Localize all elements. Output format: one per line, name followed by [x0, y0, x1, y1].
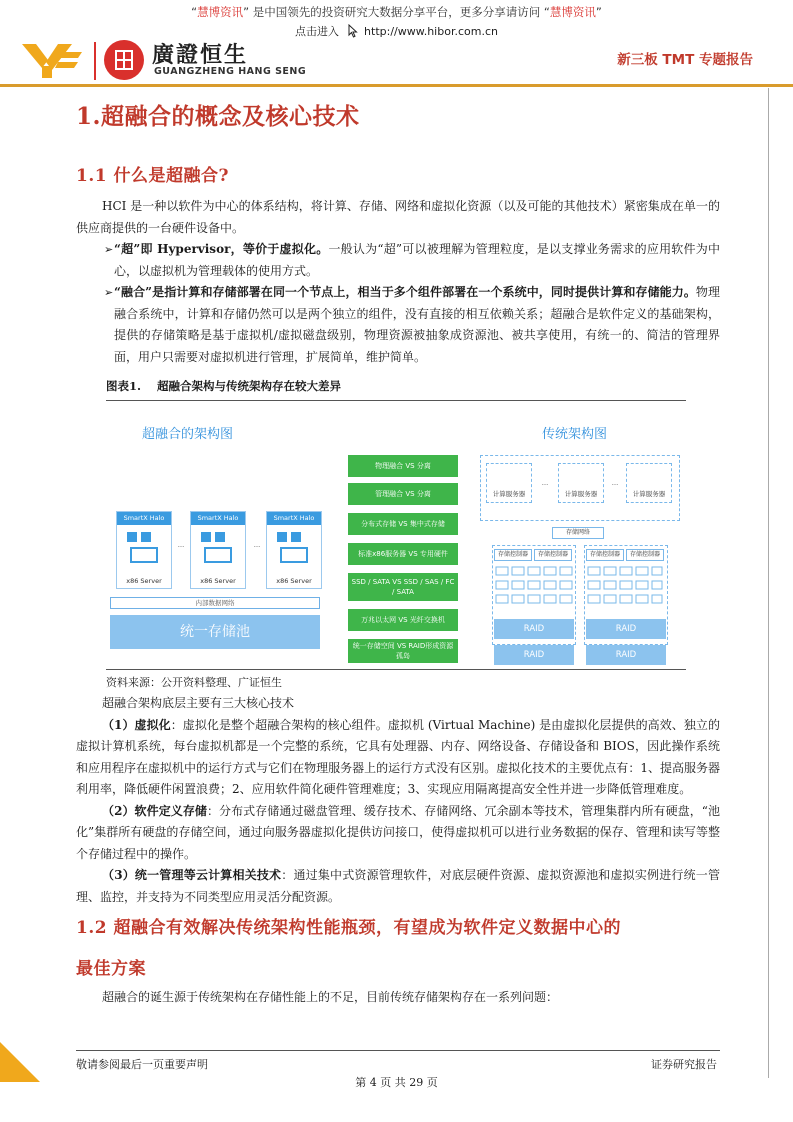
hci-server: SmartX Halo x86 Server — [266, 511, 322, 589]
compare-item: 物理融合 VS 分离 — [348, 455, 458, 477]
hci-diagram-title: 超融合的架构图 — [142, 427, 234, 442]
top-notice: “慧博资讯” 是中国领先的投资研究大数据分享平台，更多分享请访问 “慧博资讯” — [191, 5, 602, 19]
subsection-title-1-1: 1.1 什么是超融合? — [76, 166, 229, 186]
arrow-bullet-icon: ➢ — [104, 243, 114, 256]
raid-block: RAID — [494, 619, 574, 639]
logo-divider — [94, 42, 96, 80]
section-title: 1.超融合的概念及核心技术 — [76, 103, 360, 130]
core-item-management: （3）统一管理等云计算相关技术：通过集中式资源管理软件，对底层硬件资源、虚拟资源池和虚拟实例进行统一管理、监控，并支持为不同类型应用灵活分配资源。 — [76, 868, 720, 904]
compute-server-label: 计算服务器 — [492, 490, 526, 498]
storage-controller: 存储控制器 — [586, 549, 624, 561]
main-content — [76, 96, 720, 1009]
subsection-title-1-2: 1.2 超融合有效解决传统架构性能瓶颈，有望成为软件定义数据中心的 — [76, 918, 621, 938]
core-item-virtualization: （1）虚拟化：虚拟化是整个超融合架构的核心组件。虚拟机 (Virtual Machine) 是由虚拟化层提供的高效、独立的虚拟计算机系统，每台虚拟机都是一个完整的系统，它具有处理器、内存、网络设备、存储设备和 BIOS，因此操作系统和应用程序在虚拟机中的运行方式与它们在物理服务器上的运行方式没有区别。虚拟化技术的主要优点有：1、提高服务器利用率，降低硬件闲置浪费；2、应用软件简化硬件管理难度；3、实现应用隔离提高安全性并进一步降低管理难度。 — [76, 717, 720, 796]
unified-storage-pool: 统一存储池 — [110, 615, 320, 649]
storage-network-label: 存储网络 — [552, 527, 604, 539]
ellipsis: … — [253, 541, 261, 549]
compare-item: 分布式存储 VS 集中式存储 — [348, 513, 458, 535]
section-1-2-paragraph: 超融合的诞生源于传统架构在存储性能上的不足，目前传统存储架构存在一系列问题： — [102, 990, 559, 1004]
storage-controller: 存储控制器 — [534, 549, 572, 561]
pointer-cursor-icon — [346, 24, 358, 38]
compare-item: 万兆以太网 VS 光纤交换机 — [348, 609, 458, 631]
core-tech-intro: 超融合架构底层主要有三大核心技术 — [102, 696, 295, 710]
disclaimer-note: 敬请参阅最后一页重要声明 — [76, 1058, 208, 1071]
hci-server: SmartX Halo x86 Server — [190, 511, 246, 589]
traditional-diagram-title: 传统架构图 — [542, 427, 608, 442]
header-rule — [0, 84, 793, 87]
raid-block: RAID — [586, 645, 666, 665]
site-url[interactable]: http://www.hibor.com.cn — [364, 25, 498, 38]
bullet-convergence: ➢ “融合”是指计算和存储部署在同一个节点上，相当于多个组件部署在一个系统中，同时提供计算和存储能力。物理融合系统中，计算和存储仍然可以是两个独立的组件，没有直接的相互依赖关系；超融合是软件定义的基础架构，提供的存储策略是基于虚拟机/虚拟磁盘级别，物理资源被抽象成资源池、被共享使用，有统一的、简洁的管理界面，用户只需要对虚拟机进行管理，扩展简单，维护简单。 — [76, 282, 720, 368]
storage-controller: 存储控制器 — [494, 549, 532, 561]
compute-server-label: 计算服务器 — [564, 490, 598, 498]
ellipsis: … — [611, 479, 619, 487]
storage-controller: 存储控制器 — [626, 549, 664, 561]
raid-block: RAID — [586, 619, 666, 639]
internal-network-bar: 内部数据网络 — [110, 597, 320, 609]
report-type: 证券研究报告 — [651, 1058, 717, 1071]
ellipsis: … — [177, 541, 185, 549]
bullet-hypervisor: ➢ “超”即 Hypervisor，等价于虚拟化。一般认为“超”可以被理解为管理粒度，是以支撑业务需求的应用软件为中心，以虚拟机为管理载体的使用方式。 — [76, 239, 720, 282]
core-item-sds: （2）软件定义存储：分布式存储通过磁盘管理、缓存技术、存储网络、冗余副本等技术，管理集群内所有硬盘，“池化”集群所有硬盘的存储空间，通过向服务器虚拟化提供访问接口，使得虚拟机可以进行业务数据的保存、管理和读写等整个存储过程中的操作。 — [76, 803, 720, 861]
figure-source: 资料来源：公开资料整理、广证恒生 — [106, 669, 686, 691]
subsection-title-1-2-line2: 最佳方案 — [76, 959, 146, 979]
ellipsis: … — [541, 479, 549, 487]
compare-item: 统一存储空间 VS RAID形成资源孤岛 — [348, 639, 458, 663]
compare-item: 标准x86服务器 VS 专用硬件 — [348, 543, 458, 565]
architecture-diagram — [106, 401, 686, 669]
report-tag: 新三板 TMT 专题报告 — [617, 52, 753, 68]
compute-server-label: 计算服务器 — [632, 490, 666, 498]
brand-link-2[interactable]: 慧博资讯 — [549, 5, 596, 19]
site-link-row[interactable] — [0, 23, 793, 39]
compare-item: 管理融合 VS 分离 — [348, 483, 458, 505]
figure-title: 图表1. 超融合架构与传统架构存在较大差异 — [106, 378, 686, 401]
hci-server: SmartX Halo x86 Server — [116, 511, 172, 589]
link-prefix: 点击进入 — [295, 25, 340, 38]
disk-grid — [494, 565, 664, 615]
ye-logo-icon — [22, 40, 82, 80]
guangzheng-seal-icon — [104, 40, 144, 80]
intro-paragraph: HCI 是一种以软件为中心的体系结构，将计算、存储、网络和虚拟化资源（以及可能的其他技术）紧密集成在单一的供应商提供的一台硬件设备中。 — [76, 199, 720, 235]
footer-rule — [76, 1050, 720, 1051]
side-rule — [768, 88, 769, 1078]
company-name-en: GUANGZHENG HANG SENG — [154, 66, 307, 77]
brand-link[interactable]: 慧博资讯 — [197, 5, 244, 19]
compare-item: SSD / SATA VS SSD / SAS / FC / SATA — [348, 573, 458, 601]
page-number: 第 4 页 共 29 页 — [355, 1076, 438, 1089]
arrow-bullet-icon: ➢ — [104, 286, 114, 299]
company-name: 廣證恒生 — [152, 43, 249, 68]
raid-block: RAID — [494, 645, 574, 665]
